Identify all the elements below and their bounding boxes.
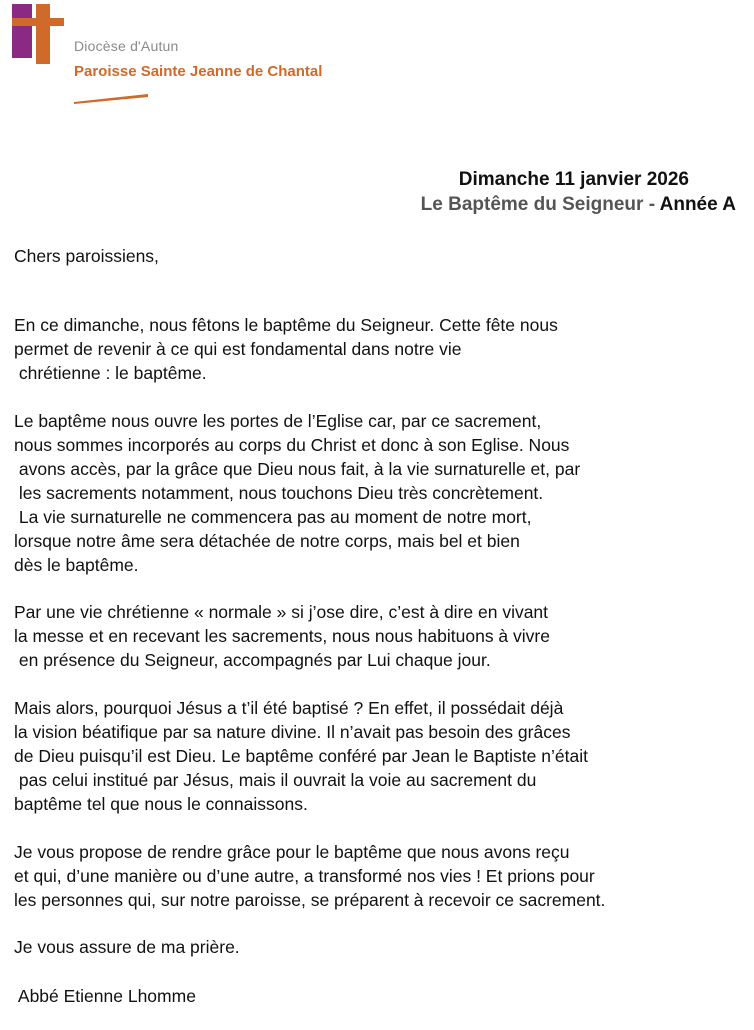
- paragraph-3-line: en présence du Seigneur, accompagnés par Lui chaque jour.: [14, 650, 491, 670]
- liturgical-year: Année A: [659, 194, 736, 215]
- paragraph-2-line: dès le baptême.: [14, 555, 139, 575]
- paragraph-3-line: Par une vie chrétienne « normale » si j’ose dire, c’est à dire en vivant: [14, 602, 549, 622]
- cross-logo-icon: [10, 2, 350, 110]
- paragraph-4-line: la vision béatifique par sa nature divine. Il n’avait pas besoin des grâces: [14, 722, 571, 742]
- paragraph-2-line: La vie surnaturelle ne commencera pas au moment de notre mort,: [14, 507, 532, 527]
- parish-name: Paroisse Sainte Jeanne de Chantal: [74, 63, 323, 80]
- paragraph-4-line: de Dieu puisqu’il est Dieu. Le baptême conféré par Jean le Baptiste n’était: [14, 746, 588, 766]
- diocese-name: Diocèse d'Autun: [74, 38, 179, 54]
- feast-name: Le Baptême du Seigneur: [420, 194, 644, 215]
- paragraph-2-line: les sacrements notamment, nous touchons Dieu très concrètement.: [14, 483, 544, 503]
- paragraph-1-line: chrétienne : le baptême.: [14, 363, 207, 383]
- title-separator: -: [648, 194, 656, 215]
- paragraph-4-line: baptême tel que nous le connaissons.: [14, 794, 308, 814]
- paragraph-5-line: Je vous propose de rendre grâce pour le baptême que nous avons reçu: [14, 842, 570, 862]
- greeting: Chers paroissiens,: [14, 246, 159, 266]
- paragraph-2-line: Le baptême nous ouvre les portes de l’Eglise car, par ce sacrement,: [14, 411, 542, 431]
- paragraph-1-line: En ce dimanche, nous fêtons le baptême du Seigneur. Cette fête nous: [14, 315, 558, 335]
- sunday-date: Dimanche 11 janvier 2026: [458, 169, 689, 190]
- paragraph-1-line: permet de revenir à ce qui est fondamental dans notre vie: [14, 339, 462, 359]
- paragraph-3-line: la messe et en recevant les sacrements, nous nous habituons à vivre: [14, 626, 550, 646]
- paragraph-2-line: avons accès, par la grâce que Dieu nous fait, à la vie surnaturelle et, par: [14, 459, 581, 479]
- paragraph-4-line: Mais alors, pourquoi Jésus a t’il été baptisé ? En effet, il possédait déjà: [14, 698, 564, 718]
- paragraph-2-line: nous sommes incorporés au corps du Christ et donc à son Eglise. Nous: [14, 435, 570, 455]
- parish-logo: [10, 2, 350, 110]
- paragraph-5-line: les personnes qui, sur notre paroisse, se préparent à recevoir ce sacrement.: [14, 890, 606, 910]
- feast-title: [421, 192, 736, 217]
- paragraph-5-line: et qui, d’une manière ou d’une autre, a transformé nos vies ! Et prions pour: [14, 866, 595, 886]
- title-block: [421, 167, 736, 217]
- signature: Abbé Etienne Lhomme: [14, 986, 196, 1006]
- closing-line: Je vous assure de ma prière.: [14, 937, 240, 957]
- paragraph-4-line: pas celui institué par Jésus, mais il ouvrait la voie au sacrement du: [14, 770, 537, 790]
- paragraph-2-line: lorsque notre âme sera détachée de notre corps, mais bel et bien: [14, 531, 520, 551]
